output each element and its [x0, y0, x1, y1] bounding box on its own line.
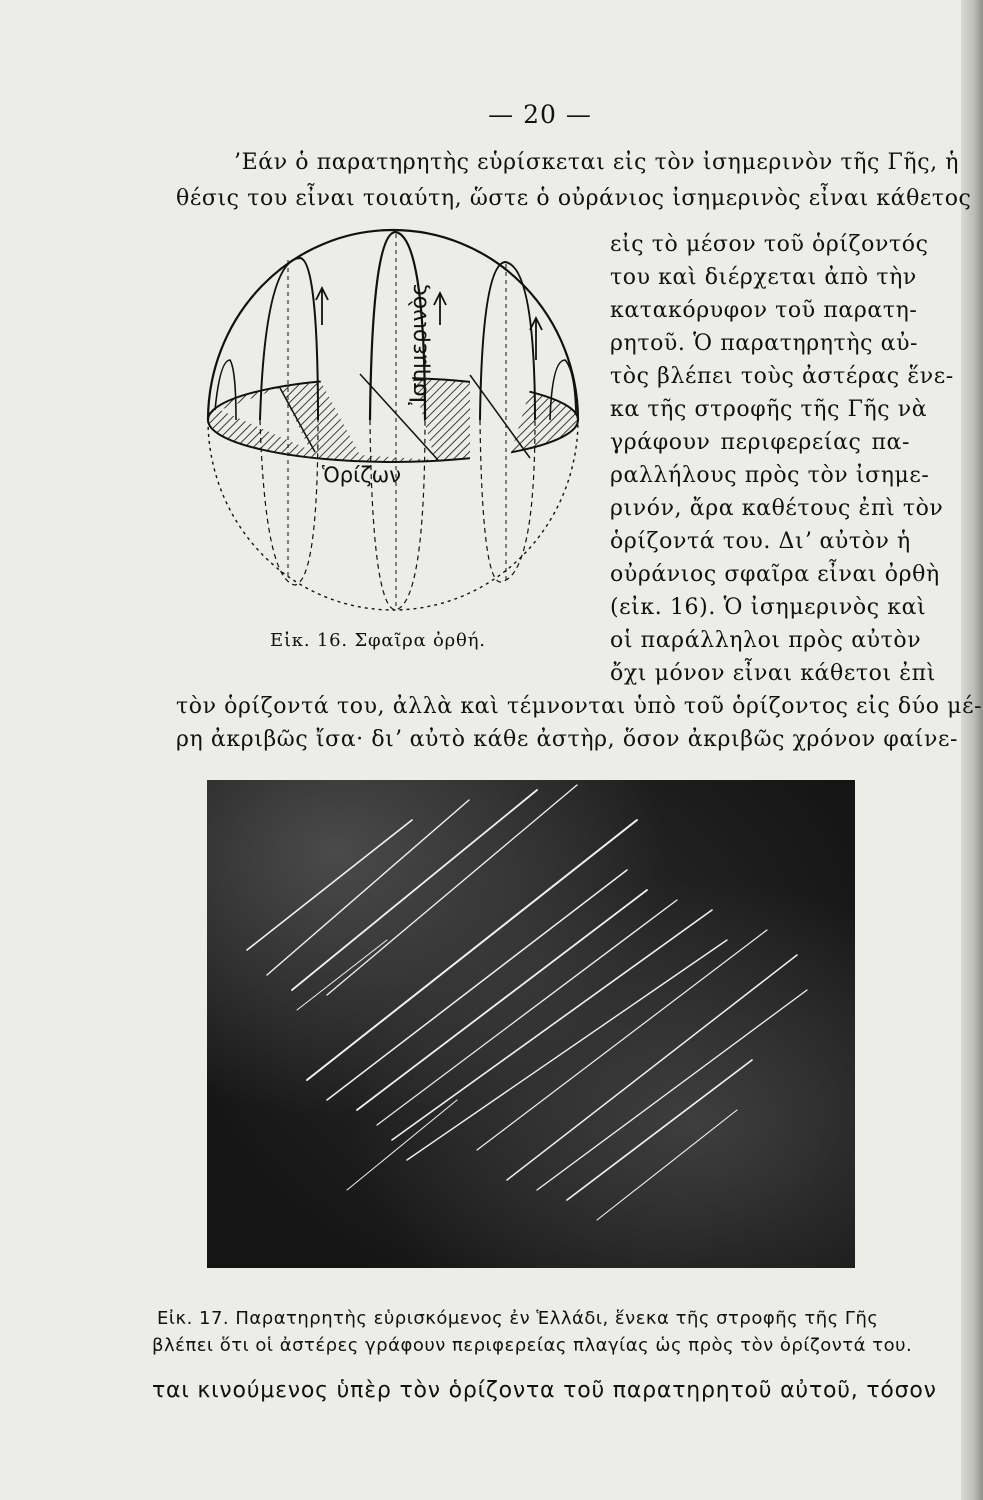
- continued-line-1: τὸν ὁρίζοντά του, ἀλλὰ καὶ τέμνονται ὑπὸ τοῦ ὁρίζοντος εἰς δύο μέ-: [176, 694, 983, 719]
- figure-17-caption-line-2: βλέπει ὅτι οἱ ἀστέρες γράφουν περιφερείας πλαγίας ὡς πρὸς τὸν ὁρίζοντά του.: [152, 1335, 913, 1356]
- arrow-up-icon: [316, 288, 328, 325]
- right-col-line-2: του καὶ διέρχεται ἀπὸ τὴν: [610, 265, 917, 290]
- intro-line-1: ’Εάν ὁ παρατηρητὴς εὑρίσκεται εἰς τὸν ἰσημερινὸν τῆς Γῆς, ἡ: [234, 150, 960, 175]
- right-col-line-4: ρητοῦ. Ὁ παρατηρητὴς αὐ-: [610, 331, 919, 356]
- right-col-line-8: ραλλήλους πρὸς τὸν ἰσημε-: [610, 463, 930, 488]
- figure-17-star-trails-photo: [207, 780, 855, 1268]
- intro-line-2: θέσις του εἶναι τοιαύτη, ὥστε ὁ οὐράνιος ἰσημερινὸς εἶναι κάθετος: [176, 186, 972, 211]
- bottom-text-line: ται κινούμενος ὑπὲρ τὸν ὁρίζοντα τοῦ παρατηρητοῦ αὐτοῦ, τόσον: [152, 1378, 937, 1403]
- page-gutter-shadow: [961, 0, 983, 1500]
- figure-17-caption-line-1: Εἰκ. 17. Παρατηρητὴς εὑρισκόμενος ἐν Ἑλλάδι, ἕνεκα τῆς στροφῆς τῆς Γῆς: [157, 1308, 879, 1329]
- figure-16-sphere: [200, 220, 595, 620]
- right-col-line-14: ὄχι μόνον εἶναι κάθετοι ἐπὶ: [610, 661, 936, 686]
- figure-16-caption: Εἰκ. 16. Σφαῖρα ὀρθή.: [270, 630, 486, 651]
- right-col-line-3: κατακόρυφον τοῦ παρατη-: [610, 298, 918, 323]
- right-col-line-13: οἱ παράλληλοι πρὸς αὐτὸν: [610, 628, 922, 653]
- right-col-line-5: τὸς βλέπει τοὺς ἀστέρας ἕνε-: [610, 364, 954, 389]
- label-equator: Ἰσημερινὸς: [407, 282, 432, 405]
- continued-line-2: ρη ἀκριβῶς ἴσα· διʼ αὐτὸ κάθε ἀστὴρ, ὅσον ἀκριβῶς χρόνον φαίνε-: [176, 727, 959, 752]
- right-col-line-11: οὐράνιος σφαῖρα εἶναι ὀρθὴ: [610, 562, 940, 587]
- right-col-line-7: γράφουν περιφερείας πα-: [610, 430, 910, 455]
- right-col-line-12: (εἰκ. 16). Ὁ ἰσημερινὸς καὶ: [610, 595, 927, 620]
- right-col-line-1: εἰς τὸ μέσον τοῦ ὁρίζοντός: [610, 232, 929, 257]
- label-horizon: Ὁρίζων: [322, 463, 401, 487]
- right-col-line-6: κα τῆς στροφῆς τῆς Γῆς νὰ: [610, 397, 928, 422]
- right-col-line-9: ρινόν, ἄρα καθέτους ἐπὶ τὸν: [610, 496, 944, 521]
- page-number: — 20 —: [488, 100, 592, 129]
- arrow-up-icon: [434, 293, 446, 325]
- right-col-line-10: ὁρίζοντά του. Διʼ αὐτὸν ἡ: [610, 529, 911, 554]
